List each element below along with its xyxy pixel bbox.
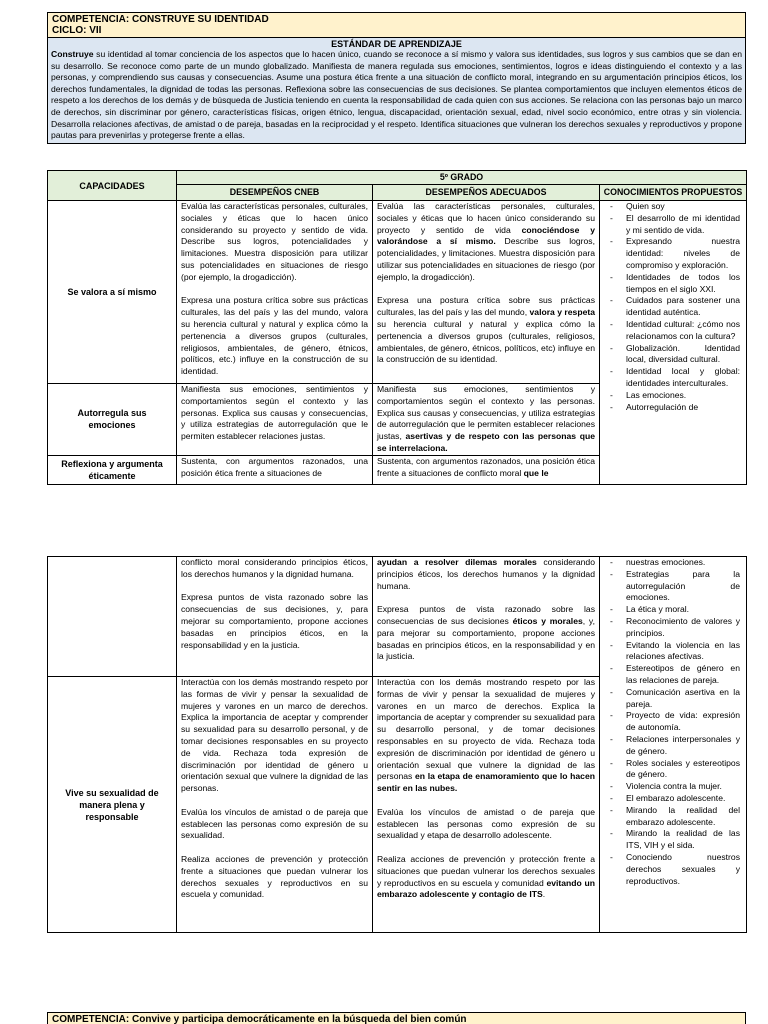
competencia-header bbox=[48, 13, 746, 38]
conocimientos-list-2 bbox=[604, 557, 740, 887]
adec-bold: éticos y morales bbox=[512, 615, 583, 626]
adec-sexualidad-p3 bbox=[377, 854, 595, 901]
list-item: - Conociendo nuestros derechos sexuales y reproductivos. bbox=[604, 852, 740, 887]
adec-text: considerando principios éticos, los derechos humanos y la dignidad humana. bbox=[377, 557, 595, 591]
standard-lead: Construye bbox=[51, 49, 94, 59]
list-item: - Violencia contra la mujer. bbox=[604, 781, 740, 793]
ciclo-label: CICLO: VII bbox=[52, 25, 102, 36]
adec-text: Describe sus logros, potencialidades, y limitaciones. Muestra disposición para utilizar sus potencialidades en situaciones de riesgo (por ejemplo, la drogadicción). bbox=[377, 236, 595, 282]
list-item: - Cuidados para sostener una identidad auténtica. bbox=[604, 295, 740, 319]
list-item: - Roles sociales y estereotipos de género. bbox=[604, 758, 740, 782]
grado-header: 5º GRADO bbox=[177, 171, 747, 185]
adec-text: su herencia cultural y natural y explica cómo la pertenencia a diversos grupos (culturales, religiosos, ambientales, de género, étnicos, políticos, etc) influye en la construcción de su identidad. bbox=[377, 318, 595, 365]
cneb-reflexiona-p1: conflicto moral considerando principios éticos, los derechos humanos y la dignidad humana. bbox=[181, 557, 368, 579]
list-item: - Relaciones interpersonales y de género. bbox=[604, 734, 740, 758]
adec-text: Evalúa las características personales, culturales, sociales y éticas que lo hacen único considerando su proyecto y sentido de vida bbox=[377, 201, 595, 235]
conocimientos-cell-2 bbox=[600, 557, 747, 933]
standard-table bbox=[47, 12, 746, 144]
cneb-sexualidad-p3: Realiza acciones de prevención y protección frente a situaciones que puedan vulnerar los derechos sexuales y reproductivos en su escuela y comunidad. bbox=[181, 853, 368, 900]
list-item: - El desarrollo de mi identidad y mi sentido de vida. bbox=[604, 213, 740, 237]
adec-text: Sustenta, con argumentos razonados, una posición ética frente a situaciones de conflicto moral bbox=[377, 455, 595, 478]
adec-bold: ayudan a resolver dilemas morales bbox=[377, 557, 537, 567]
competencia-table-2 bbox=[47, 1012, 746, 1024]
adec-text: Manifiesta sus emociones, sentimientos y comportamientos según el contexto y las personas. Explica sus causas y consecuencias, y utiliza estrategias de autorregulación que le permiten establecer relaciones justas, bbox=[377, 384, 595, 442]
adec-se-valora bbox=[373, 201, 600, 384]
cneb-autorregula: Manifiesta sus emociones, sentimientos y comportamientos según el contexto y las personas. Explica sus causas y consecuencias, y utiliza estrategias de autorregulación que le permiten establecer relaciones justas. bbox=[177, 384, 373, 456]
adec-bold: valora y respeta bbox=[529, 307, 595, 318]
capacidad-autorregula: Autorregula sus emociones bbox=[48, 384, 177, 456]
standard-title: ESTÁNDAR DE APRENDIZAJE bbox=[331, 39, 462, 49]
list-item: - Identidades de todos los tiempos en el siglo XXI. bbox=[604, 272, 740, 296]
list-item: - Estereotipos de género en las relaciones de pareja. bbox=[604, 663, 740, 687]
cneb-se-valora-p2: Expresa una postura crítica sobre sus prácticas culturales, las del país y las del mundo, valora su herencia cultural y natural y explica cómo la pertenencia a diversos grupos (culturales, religiosos, ambientales, de género, étnicos, políticos, etc.) influye en la construcción de su identidad. bbox=[181, 295, 368, 377]
adec-autorregula bbox=[373, 384, 600, 456]
desempenos-table-2 bbox=[47, 556, 747, 933]
adec-se-valora-p2 bbox=[377, 295, 595, 366]
capacidad-sexualidad: Vive su sexualidad de manera plena y responsable bbox=[48, 677, 177, 933]
list-item: - Expresando nuestra identidad: niveles de compromiso y exploración. bbox=[604, 236, 740, 271]
adec-bold: asertivas y de respeto con las personas que se interrelaciona. bbox=[377, 431, 595, 453]
cneb-sexualidad-p2: Evalúa los vínculos de amistad o de pareja que establecen las personas como expresión de su sexualidad. bbox=[181, 806, 368, 841]
standard-text bbox=[48, 49, 745, 143]
adec-text: , y, para mejorar su comportamiento, propone acciones basadas en principios éticos, en la responsabilidad y en la justicia. bbox=[377, 615, 595, 662]
list-item: - Mirando la realidad del embarazo adolescente. bbox=[604, 805, 740, 829]
col-conocimientos: CONOCIMIENTOS PROPUESTOS bbox=[600, 185, 747, 201]
cneb-se-valora bbox=[177, 201, 373, 384]
list-item: - Reconocimiento de valores y principios. bbox=[604, 616, 740, 640]
desempenos-table-1 bbox=[47, 170, 747, 485]
list-item: - nuestras emociones. bbox=[604, 557, 740, 569]
list-item: - Autorregulación de bbox=[604, 402, 740, 414]
adec-sexualidad bbox=[373, 677, 600, 933]
list-item: - Comunicación asertiva en la pareja. bbox=[604, 687, 740, 711]
list-item: - Proyecto de vida: expresión de autonomía. bbox=[604, 710, 740, 734]
list-item: - Evitando la violencia en las relaciones afectivas. bbox=[604, 640, 740, 664]
standard-cell bbox=[48, 38, 746, 144]
conocimientos-list-1 bbox=[604, 201, 740, 413]
adec-text: Realiza acciones de prevención y protección frente a situaciones que puedan vulnerar los derechos sexuales y reproductivos en su escuela y comunidad bbox=[377, 853, 595, 888]
adec-se-valora-p1 bbox=[377, 201, 595, 284]
cneb-se-valora-p1: Evalúa las características personales, culturales, sociales y éticas que lo hacen único considerando su proyecto y sentido de vida. Describe sus logros, potencialidades y limitaciones. Muestra disposición para utilizar sus potencialidades en situaciones de riesgo (por ejemplo, la drogadicción). bbox=[181, 201, 368, 282]
list-item: - Identidad local y global: identidades interculturales. bbox=[604, 366, 740, 390]
adec-text: . bbox=[542, 889, 546, 900]
list-item: - El embarazo adolescente. bbox=[604, 793, 740, 805]
adec-sexualidad-p2: Evalúa los vínculos de amistad o de pareja que establecen las personas como expresión de su sexualidad y etapa de desarrollo adolescente. bbox=[377, 806, 595, 841]
adec-text: Expresa una postura crítica sobre sus prácticas culturales, las del país y las del mundo, bbox=[377, 295, 595, 318]
conocimientos-cell-1 bbox=[600, 201, 747, 485]
capacidad-se-valora: Se valora a sí mismo bbox=[48, 201, 177, 384]
col-desempenos-adecuados: DESEMPEÑOS ADECUADOS bbox=[373, 185, 600, 201]
cneb-reflexiona-cont bbox=[177, 557, 373, 677]
adec-reflexiona bbox=[373, 455, 600, 484]
list-item: - Las emociones. bbox=[604, 390, 740, 402]
list-item: - Globalización. Identidad local, diversidad cultural. bbox=[604, 343, 740, 367]
adec-reflexiona-cont bbox=[373, 557, 600, 677]
cneb-sexualidad-p1: Interactúa con los demás mostrando respeto por las formas de vivir y pensar la sexualidad de mujeres y varones en un marco de derechos. Explica la importancia de aceptar y comprender su sexualidad para su desarrollo personal, y de tomar decisiones responsables en su proyecto de vida. Rechaza toda expresión de discriminación por identidad de género u orientación sexual que vulnere la dignidad de las personas. bbox=[181, 677, 368, 794]
adec-bold: que le bbox=[523, 467, 549, 478]
adec-reflexiona-p2 bbox=[377, 604, 595, 663]
capacidades-header: CAPACIDADES bbox=[48, 171, 177, 201]
list-item: - Mirando la realidad de las ITS, VIH y el sida. bbox=[604, 828, 740, 852]
list-item: - La ética y moral. bbox=[604, 604, 740, 616]
list-item: - Identidad cultural: ¿cómo nos relacionamos con la cultura? bbox=[604, 319, 740, 343]
standard-body: su identidad al tomar conciencia de los aspectos que lo hacen único, cuando se reconoce a sí mismo y valora sus identidades, sus logros y sus cambios que se dan en su desarrollo. Se reconoce como parte de un mundo globalizado. Manifiesta de manera regulada sus emociones, sentimientos, logros e ideas distinguiendo el contexto y a las personas, y comprendiendo sus causas y consecuencias. Asume una postura ética frente a una situación de conflicto moral, integrando en su argumentación principios éticos, los derechos fundamentales, la dignidad de todas las personas. Reflexiona sobre las consecuencias de sus decisiones. Se plantea comportamientos que incluyen elementos éticos de respeto a los derechos de los demás y de búsqueda de Justicia teniendo en cuenta la responsabilidad de cada quien con sus acciones. Se relaciona con las personas bajo un marco de derechos, sin discriminar por género, características físicas, origen étnico, lengua, discapacidad, orientación sexual, edad, nivel socio económico, entre otras y sin violencia. Desarrolla relaciones afectivas, de amistad o de pareja, basadas en la reciprocidad y el respeto. Identifica situaciones que vulneran los derechos sexuales y reproductivos y propone pautas para prevenirlas y protegerse frente a ellas. bbox=[51, 49, 742, 141]
competencia-title: COMPETENCIA: CONSTRUYE SU IDENTIDAD bbox=[52, 14, 269, 25]
adec-text: Interactúa con los demás mostrando respeto por las formas de vivir y pensar la sexualidad de mujeres y varones en un marco de derechos. Explica la importancia de aceptar y comprender su sexualidad para su desarrollo personal, y de tomar decisiones responsables en su proyecto de vida. Rechaza toda expresión de discriminación por identidad de género u orientación sexual que vulnere la dignidad de las personas bbox=[377, 677, 595, 782]
competencia-header-2: COMPETENCIA: Convive y participa democráticamente en la búsqueda del bien común bbox=[48, 1013, 746, 1024]
adec-bold: conociéndose y valorándose a sí mismo. bbox=[377, 224, 595, 247]
adec-sexualidad-p1 bbox=[377, 677, 595, 795]
list-item: - Estrategias para la autorregulación de emociones. bbox=[604, 569, 740, 604]
capacidad-reflexiona: Reflexiona y argumenta éticamente bbox=[48, 455, 177, 484]
adec-bold: en la etapa de enamoramiento que lo hacen sentir en las nubes. bbox=[377, 771, 595, 794]
col-desempenos-cneb: DESEMPEÑOS CNEB bbox=[177, 185, 373, 201]
cneb-reflexiona-p2: Expresa puntos de vista razonado sobre las consecuencias de sus decisiones, y, para mejorar su comportamiento, propone acciones basadas en principios éticos, en la responsabilidad y en la justicia. bbox=[181, 592, 368, 650]
adec-reflexiona-p1 bbox=[377, 557, 595, 592]
adec-text: Expresa puntos de vista razonado sobre las consecuencias de sus decisiones bbox=[377, 604, 595, 626]
list-item: - Quien soy bbox=[604, 201, 740, 213]
cneb-sexualidad bbox=[177, 677, 373, 933]
adec-bold: evitando un embarazo adolescente y contagio de ITS bbox=[377, 877, 595, 900]
capacidad-reflexiona-cont bbox=[48, 557, 177, 677]
cneb-reflexiona: Sustenta, con argumentos razonados, una posición ética frente a situaciones de bbox=[177, 455, 373, 484]
